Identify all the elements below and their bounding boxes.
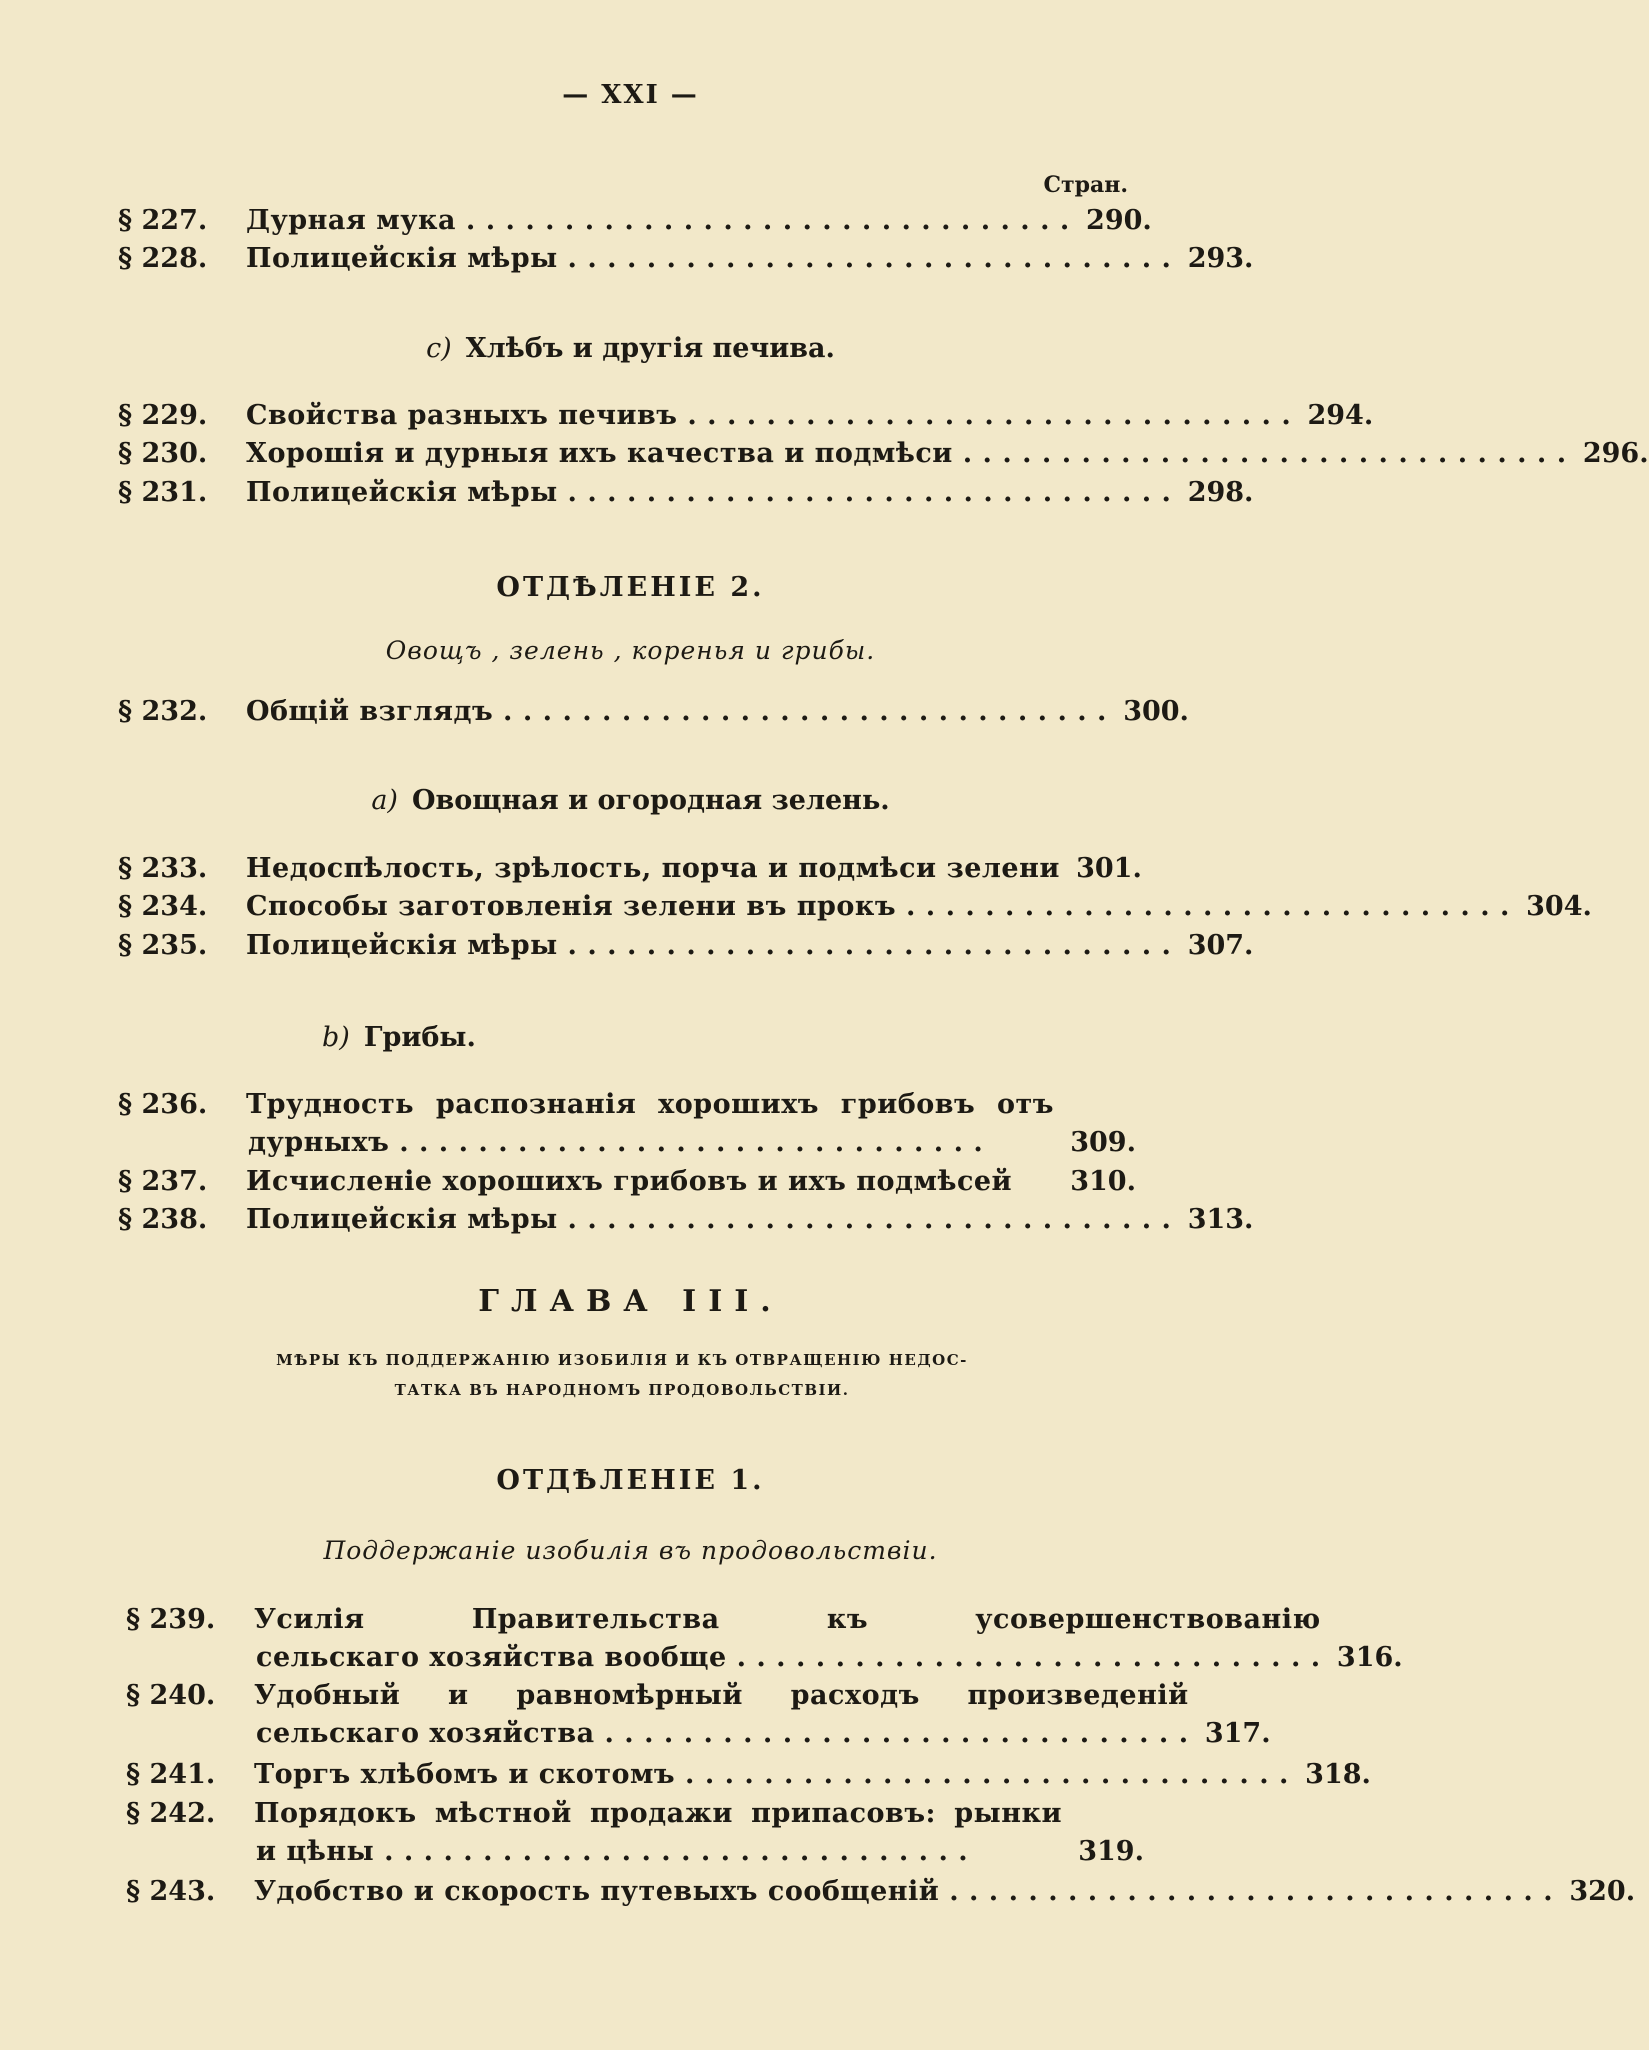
entry-title: Недоспѣлость, зрѣлость, порча и подмѣси зелени [246,853,1060,884]
page-ref: 318. [1305,1759,1371,1790]
section-number: § 243. [126,1876,216,1907]
toc-entry [118,1163,1136,1201]
subsection-heading [0,333,1261,364]
page-column-label: Стран. [1043,172,1128,198]
page-ref: 309. [1070,1127,1136,1158]
section-subtitle: Овощъ , зелень , коренья и грибы. [385,636,876,665]
entry-title: Полицейскія мѣры . . . [246,474,1171,512]
section-number: § 236. [118,1089,208,1120]
entry-title: Способы заготовленія зелени въ прокъ . . . [246,888,1510,926]
page-ref: 290. [1086,205,1152,236]
subsection-letter: a) [371,785,398,816]
entry-title: Полицейскія мѣры . . . [246,927,1171,965]
entry-title [254,1677,1189,1753]
entry-title-line2: дурныхъ . . . [246,1124,1054,1162]
page-ref: 301. [1076,853,1142,884]
section-number: § 227. [118,205,208,236]
entry-title [254,1795,1062,1871]
toc-entry [118,474,1254,512]
toc-entry [118,202,1152,240]
entry-title-line2: сельскаго хозяйства вообще . . . [254,1639,1321,1677]
page-ref: 319. [1078,1836,1144,1867]
page-ref: 320. [1569,1876,1636,1907]
entry-title-line2: и цѣны . . . [254,1833,1062,1871]
toc-entry [118,1201,1254,1239]
toc-entry [126,1677,1271,1753]
entry-title-line1: Усилія Правительства къ усовершенствованію [254,1604,1321,1635]
section-number: § 239. [126,1604,216,1635]
entry-title: Общій взглядъ . . . [246,693,1107,731]
page-ref: 296. [1582,438,1649,469]
page-ref: 294. [1307,400,1374,431]
section-number: § 242. [126,1798,216,1829]
entry-title: Дурная мука . . . [246,202,1070,240]
entry-title: Полицейскія мѣры . . . [246,240,1171,278]
toc-entry [126,1795,1144,1871]
entry-title [246,1086,1054,1162]
toc-entry [118,927,1254,965]
section-number: § 235. [118,930,208,961]
toc-entry [126,1601,1403,1677]
toc-entry [118,888,1592,926]
section-number: § 233. [118,853,208,884]
subsection-title: Грибы. [363,1022,476,1053]
subsection-letter: c) [426,333,452,364]
subsection-title: Овощная и огородная зелень. [411,785,890,816]
entry-title-line2: сельскаго хозяйства . . . [254,1715,1189,1753]
entry-title: Свойства разныхъ печивъ . . . [246,397,1291,435]
section-heading: ОТДѢЛЕНІЕ 1. [496,1465,765,1496]
subsection-heading [322,1022,476,1053]
section-number: § 232. [118,696,208,727]
chapter-heading: ГЛАВА III. [478,1284,783,1319]
section-subtitle: Поддержаніе изобилія въ продовольствіи. [323,1536,938,1565]
entry-title [254,1601,1321,1677]
page-ref: 298. [1187,477,1254,508]
entry-title-line1: Порядокъ мѣстной продажи припасовъ: рынки [254,1798,1062,1829]
subsection-title: Хлѣбъ и другія печива. [465,333,835,364]
chapter-subtitle-line2: ТАТКА ВЪ НАРОДНОМЪ ПРОДОВОЛЬСТВІИ. [394,1381,850,1399]
page-ref: 316. [1336,1642,1403,1673]
section-number: § 230. [118,438,208,469]
entry-title-line1: Трудность распознанія хорошихъ грибовъ отъ [246,1089,1054,1120]
section-number: § 228. [118,243,208,274]
page-ref: 307. [1187,930,1254,961]
entry-title: Исчисленіе хорошихъ грибовъ и ихъ подмѣсей [246,1166,1013,1197]
toc-entry [118,240,1254,278]
page-ref: 300. [1123,696,1189,727]
toc-entry [126,1756,1371,1794]
entry-title-line1: Удобный и равномѣрный расходъ произведеній [254,1680,1189,1711]
page-ref: 317. [1204,1718,1271,1749]
toc-entry [118,397,1374,435]
section-number: § 240. [126,1680,216,1711]
section-heading: ОТДѢЛЕНІЕ 2. [496,572,765,603]
section-number: § 238. [118,1204,208,1235]
toc-entry [118,693,1189,731]
chapter-subtitle [192,1345,1052,1405]
chapter-subtitle-line1: МѢРЫ КЪ ПОДДЕРЖАНІЮ ИЗОБИЛІЯ И КЪ ОТВРАЩЕНІЮ НЕДОС- [276,1351,968,1369]
toc-entry [118,850,1142,888]
section-number: § 234. [118,891,208,922]
section-number: § 237. [118,1166,208,1197]
section-number: § 229. [118,400,208,431]
page-ref: 313. [1187,1204,1254,1235]
page-ref: 304. [1526,891,1592,922]
page-number: — XXI — [562,80,699,110]
page-ref: 310. [1070,1166,1136,1197]
page-ref: 293. [1187,243,1254,274]
toc-entry [126,1873,1636,1911]
section-number: § 231. [118,477,208,508]
section-number: § 241. [126,1759,216,1790]
entry-title: Торгъ хлѣбомъ и скотомъ . . . [254,1756,1289,1794]
toc-entry [118,1086,1136,1162]
subsection-letter: b) [322,1022,350,1053]
entry-title: Хорошія и дурныя ихъ качества и подмѣси . . . [246,435,1567,473]
entry-title: Полицейскія мѣры . . . [246,1201,1171,1239]
toc-entry [118,435,1649,473]
entry-title: Удобство и скорость путевыхъ сообщеній . . . [254,1873,1553,1911]
subsection-heading [0,785,1261,816]
